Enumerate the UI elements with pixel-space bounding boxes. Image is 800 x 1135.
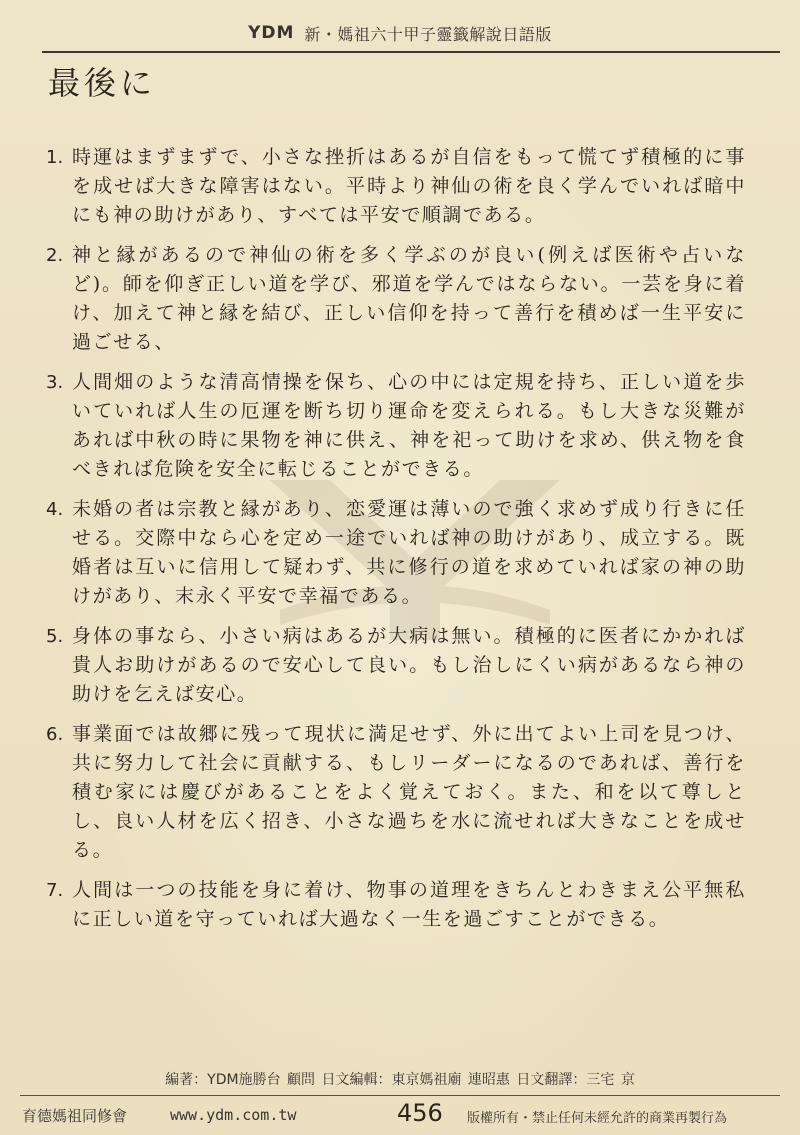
credits: 編著：YDM施勝台 顧問 日文編輯：東京媽祖廟 連昭惠 日文翻譯：三宅 京 — [165, 1072, 635, 1088]
organization-name: 育德媽祖同修會 — [22, 1107, 128, 1125]
list-item — [46, 143, 746, 230]
website-link[interactable]: www.ydm.com.tw — [170, 1106, 297, 1124]
list-item-number: 5. — [46, 626, 64, 647]
list-item-number: 2. — [46, 245, 64, 266]
copyright-notice: 版權所有・禁止任何未經允許的商業再製行為 — [467, 1111, 728, 1126]
header — [0, 18, 800, 48]
footer — [22, 1101, 782, 1131]
list-item-text: 事業面では故郷に残って現状に満足せず、外に出てよい上司を見つけ、共に努力して社会に貢献する、もしリーダーになるのであれば、善行を積む家には慶びがあることをよく覚えておく。また、和を以て尊しとし、良い人材を広く招き、小さな過ちを水に流せれば大きなことを成せる。 — [72, 723, 746, 861]
numbered-list — [46, 143, 746, 945]
page-number: 456 — [397, 1099, 443, 1127]
list-item-number: 7. — [46, 880, 64, 901]
list-item — [46, 241, 746, 357]
list-item-number: 4. — [46, 499, 64, 520]
footer-divider — [20, 1095, 780, 1096]
list-item-text: 人間畑のような清高情操を保ち、心の中には定規を持ち、正しい道を歩いていれば人生の厄運を断ち切り運命を変えられる。もし大きな災難があれば中秋の時に果物を神に供え、神を祀って助けを求め、供え物を食べきれば危険を安全に転じることができる。 — [72, 371, 746, 480]
list-item-number: 3. — [46, 372, 64, 393]
list-item — [46, 876, 746, 934]
list-item — [46, 720, 746, 865]
list-item-text: 人間は一つの技能を身に着け、物事の道理をきちんとわきまえ公平無私に正しい道を守っていれば大過なく一生を過ごすことができる。 — [72, 879, 746, 930]
list-item-number: 6. — [46, 724, 64, 745]
page-title: 最後に — [48, 64, 157, 102]
list-item — [46, 622, 746, 709]
list-item — [46, 495, 746, 611]
ydm-logo: YDM — [248, 23, 295, 43]
header-divider — [42, 51, 780, 53]
book-title: 新・媽祖六十甲子靈籤解說日語版 — [304, 24, 552, 44]
list-item-number: 1. — [46, 147, 64, 168]
list-item-text: 身体の事なら、小さい病はあるが大病は無い。積極的に医者にかかれば貴人お助けがあるので安心して良い。もし治しにくい病があるなら神の助けを乞えば安心。 — [72, 625, 746, 705]
list-item — [46, 368, 746, 484]
list-item-text: 未婚の者は宗教と縁があり、恋愛運は薄いので強く求めず成り行きに任せる。交際中なら心を定め一途でいれば神の助けがあり、成立する。既婚者は互いに信用して疑わず、共に修行の道を求めていれば家の神の助けがあり、末永く平安で幸福である。 — [72, 498, 746, 607]
list-item-text: 時運はまずまずで、小さな挫折はあるが自信をもって慌てず積極的に事を成せば大きな障害はない。平時より神仙の術を良く学んでいれば暗中にも神の助けがあり、すべては平安で順調である。 — [72, 146, 746, 226]
list-item-text: 神と縁があるので神仙の術を多く学ぶのが良い(例えば医術や占いなど)。師を仰ぎ正しい道を学び、邪道を学んではならない。一芸を身に着け、加えて神と縁を結び、正しい信仰を持って善行を積めば一生平安に過ごせる、 — [72, 244, 746, 353]
